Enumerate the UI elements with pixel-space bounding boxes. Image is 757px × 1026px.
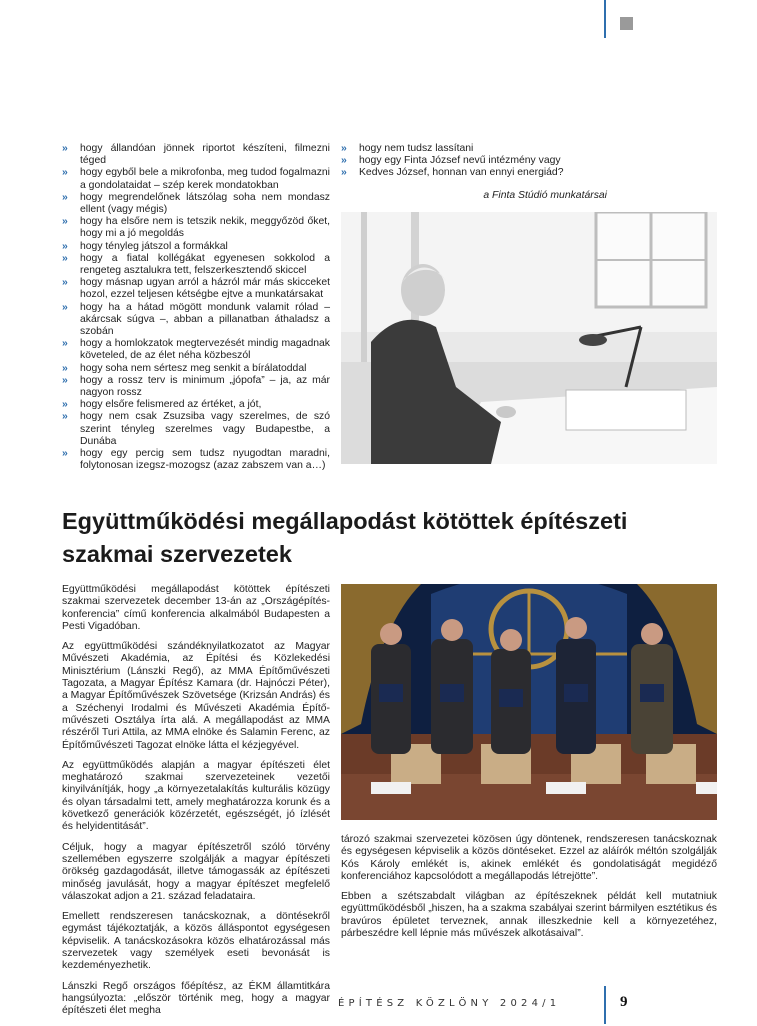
tribute-list-item: » hogy egy percig sem tudsz nyugodtan maradni, folytonosan izegsz-mozogsz (azaz zabszem van a…) xyxy=(62,448,330,472)
tribute-list-item: » hogy a fiatal kollégákat egyenesen sokkolod a rengeteg asztalukra tett, felszerkesztendő skiccel xyxy=(62,253,330,277)
header-divider xyxy=(604,0,606,38)
tribute-list-right xyxy=(341,143,611,180)
article-paragraph: Együttműködési megállapodást kötöttek építészeti szakmai szervezetek december 13-án az „Országépítés-konferencia” című konferencia alkalmából Budapesten a Pesti Vigadóban. xyxy=(62,584,330,632)
page-number: 9 xyxy=(620,994,628,1010)
tribute-list-item: » hogy soha nem sértesz meg senkit a bírálatoddal xyxy=(62,363,330,375)
tribute-list-item: » hogy állandóan jönnek riportot készíteni, filmezni téged xyxy=(62,143,330,167)
article-column-left xyxy=(62,584,330,1026)
publication-title: ÉPÍTÉSZ KÖZLÖNY 2024/1 xyxy=(338,998,561,1009)
corner-marker xyxy=(620,17,633,30)
tribute-list-item: » hogy nem tudsz lassítani xyxy=(341,143,611,155)
article-paragraph: Az együttműködés alapján a magyar építészeti élet meghatározó szakmai szervezeteinek vezetői kinyilvánítják, hogy „a környezetalakítás kulturális közügy és olyan társadalmi tett, amely meghatározza korunk és a következő generációk közérzetét, egészségét, jó ízlését és helyidentitását”. xyxy=(62,759,330,833)
article-headline: Együttműködési megállapodást kötöttek építészeti szakmai szervezetek xyxy=(62,508,628,567)
tribute-list-item: » hogy nem csak Zsuzsiba vagy szerelmes, de szó szerint tényleg szerelmes vagy Budapestbe, a Dunába xyxy=(62,411,330,448)
footer-divider xyxy=(604,986,606,1024)
article-paragraph: tározó szakmai szervezetei közösen úgy döntenek, rendszeresen tanácskoznak és egységesen képviselik a közös döntéseket. Ezzel az aláírók méltón szolgálják Kós Károly emlékét is, akinek emlékét és gondolatiságát megidéző konferenciához kapcsolódott a megállapodás létrejötte”. xyxy=(341,834,717,882)
article-paragraph: Emellett rendszeresen tanácskoznak, a döntésekről egymást tájékoztatják, a közös álláspontot egységesen képviselik. A tanácskozásokra közös elhatározással más szervezetek vagy személyek eseti bevonását is kezdeményezhetik. xyxy=(62,911,330,972)
tribute-list-item: » hogy másnap ugyan arról a házról már más skicceket hozol, ezzel teljesen kétségbe ejtve a munkatársakat xyxy=(62,277,330,301)
tribute-list-item: » hogy a homlokzatok megtervezését mindig magadnak követeled, de az élet néha közbeszól xyxy=(62,338,330,362)
article-paragraph: Lánszki Regő országos főépítész, az ÉKM államtitkára hangsúlyozta: „először történik meg, hogy a magyar építészeti élet megha xyxy=(62,980,330,1017)
tribute-list-item: » hogy tényleg játszol a formákkal xyxy=(62,241,330,253)
article-column-right xyxy=(341,834,717,948)
tribute-list-left xyxy=(62,143,330,472)
article-paragraph: Ebben a szétszabdalt világban az építészeknek példát kell mutatniuk együttműködésből „hiszen, ha a szakma szabályai szerint bármilyen esztétikus és bravúros épületet terveznek, annak illeszkednie kell a környezetéhez, párbeszédre kell lépnie más művészek alkotásaival”. xyxy=(341,891,717,940)
article-paragraph: Céljuk, hogy a magyar építészetről szóló törvény szellemében egyszerre szolgálják a magyar építészeti örökség gazdagodását, illetve támogassák az építészeti minőség javulását, hogy a magyar építészet megfelelő válaszokat adjon a 21. század feladataira. xyxy=(62,841,330,902)
tribute-list-item: » hogy egy Finta József nevű intézmény vagy xyxy=(341,155,611,167)
tribute-list-item: » hogy egyből bele a mikrofonba, meg tudod fogalmazni a gondolataidat – szép kerek mondatokban xyxy=(62,167,330,191)
tribute-list-item: » hogy a rossz terv is minimum „jópofa” – ja, az már nagyon rossz xyxy=(62,375,330,399)
tribute-list-item: » hogy elsőre felismered az értéket, a jót, xyxy=(62,399,330,411)
signing-ceremony-photo xyxy=(341,584,717,820)
article-paragraph: Az együttműködési szándéknyilatkozatot az Magyar Művészeti Akadémia, az Építési és Közlekedési Minisztérium (Lánszki Regő), az MMA Építőművészeti Tagozata, a Magyar Építész Kamara (dr. Hajnóczi Péter), a Magyar Építőművészek Szövetsége (Krizsán András) és a Széchenyi Irodalmi és Művészeti Akadémia Építőművészeti Osztálya írta alá. A megállapodást az MMA részéről Turi Attila, az MMA elnöke és Salamin Ferenc, az Építőművészeti Tagozat elnöke látta el kézjegyével. xyxy=(62,641,330,751)
tribute-list-item: » hogy ha a hátad mögött mondunk valamit rólad – akárcsak súgva –, abban a pillanatban áthaladsz a szobán xyxy=(62,302,330,339)
tribute-list-item: » Kedves József, honnan van ennyi energiád? xyxy=(341,167,611,179)
tribute-list-item: » hogy megrendelőnek látszólag soha nem mondasz ellent (vagy mégis) xyxy=(62,192,330,216)
tribute-list-item: » hogy ha elsőre nem is tetszik nekik, meggyőzöd őket, hogy mi a jó megoldás xyxy=(62,216,330,240)
architect-drawing-photo xyxy=(341,212,717,464)
signature: a Finta Stúdió munkatársai xyxy=(483,190,607,201)
